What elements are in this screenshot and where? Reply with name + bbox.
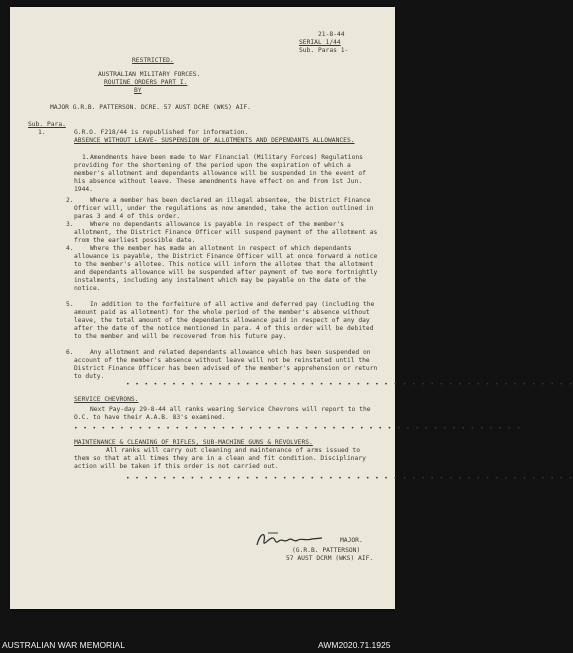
item-text: Any allotment and related dependants allowance which has been suspended on account of the member's absence without leave will not be reinstated until the District Finance Officer has been advised of the member's apprehension or return to duty. <box>74 349 378 380</box>
separator-dots: • • • • • • • • • • • • • • • • • • • • • • • • • • • • • • • • • • • • • • • • • • • • • • • • • <box>74 425 522 432</box>
item-text: Where no dependants allowance is payable in respect of the member's allotment, the District Finance Officer will suspend payment of the allotment as from the earliest possible date. <box>74 221 378 244</box>
sub-paras: Sub. Paras 1- <box>299 47 349 54</box>
section-heading-maintenance: MAINTENANCE & CLEANING OF RIFLES, SUB-MACHINE GUNS & REVOLVERS. <box>74 439 313 446</box>
archive-credit: AUSTRALIAN WAR MEMORIAL <box>2 640 125 650</box>
accession-number: AWM2020.71.1925 <box>318 640 391 650</box>
serial-number: SERIAL 1/44 <box>299 39 341 46</box>
item-number: 3. <box>66 221 74 228</box>
date: 21-8-44 <box>318 31 345 38</box>
item-number: 6. <box>66 349 74 356</box>
para-number: 1. <box>38 129 46 136</box>
section-heading-awol: ABSENCE WITHOUT LEAVE- SUSPENSION OF ALLOTMENTS AND DEPENDANTS ALLOWANCES. <box>74 137 355 144</box>
chevrons-text: Next Pay-day 29-8-44 all ranks wearing Service Chevrons will report to the O.C. to have their A.A.B. 83's examined. <box>74 406 371 421</box>
issuing-officer: MAJOR G.R.B. PATTERSON. DCRE. 57 AUST DCRE (WKS) AIF. <box>50 104 251 111</box>
document-page <box>10 7 573 609</box>
item-text: In addition to the forfeiture of all active and deferred pay (including the amount paid as allotment) for the whole period of the member's absence without leave, the total amount of the dependants allowance paid in respect of any day after the date of the notice mentioned in para. 4 of this order will be debited to the member and will be recovered from his future pay. <box>74 301 375 340</box>
item-number: 5. <box>66 301 74 308</box>
sub-para-label: Sub. Para. <box>28 121 66 128</box>
separator-dots: • • • • • • • • • • • • • • • • • • • • • • • • • • • • • • • • • • • • • • • • • • • • • • • • • <box>126 381 573 388</box>
item-number: 4. <box>66 245 74 252</box>
signatory-rank: MAJOR. <box>340 537 363 544</box>
item-number: 1. <box>82 154 90 161</box>
classification: RESTRICTED. <box>132 57 174 64</box>
item-text: Where the member has made an allotment in respect of which dependants allowance is payable, the District Finance Officer will at once forward a notice to the member's allotee. This notice will inform the allotee that the allotment and dependants allowance will be suspended after payment of two more fortnightly instalments, including any instalment which may be payable on the date of the notice. <box>74 245 378 292</box>
gro-reference: G.R.O. F218/44 is republished for information. <box>74 129 249 136</box>
item-text: Where a member has been declared an illegal absentee, the District Finance Officer will, under the regulations as now amended, take the action outlined in paras 3 and 4 of this order. <box>74 197 374 220</box>
signatory-unit: 57 AUST DCRM (WKS) AIF. <box>286 555 374 562</box>
signatory-name: (G.R.B. PATTERSON) <box>292 547 361 554</box>
separator-dots: • • • • • • • • • • • • • • • • • • • • • • • • • • • • • • • • • • • • • • • • • • • • • • • • • <box>126 475 573 482</box>
orders-title: ROUTINE ORDERS PART I. <box>104 79 188 86</box>
by-label: BY <box>134 87 142 94</box>
item-number: 2. <box>66 197 74 204</box>
section-heading-chevrons: SERVICE CHEVRONS. <box>74 396 139 403</box>
maintenance-text: All ranks will carry out cleaning and maintenance of arms issued to them so that at all times they are in a clean and fit condition. Disciplinary action will be taken if this order is not carried out. <box>74 447 366 470</box>
force-title: AUSTRALIAN MILITARY FORCES. <box>98 71 201 78</box>
item-text: Amendments have been made to War Financial (Military Forces) Regulations providing for the shortening of the period upon the expiration of which a member's allotment and dependants allowance will be suspended in the event of his absence without leave. These amendments have effect on and from 1st Jun. 1944. <box>74 154 366 193</box>
